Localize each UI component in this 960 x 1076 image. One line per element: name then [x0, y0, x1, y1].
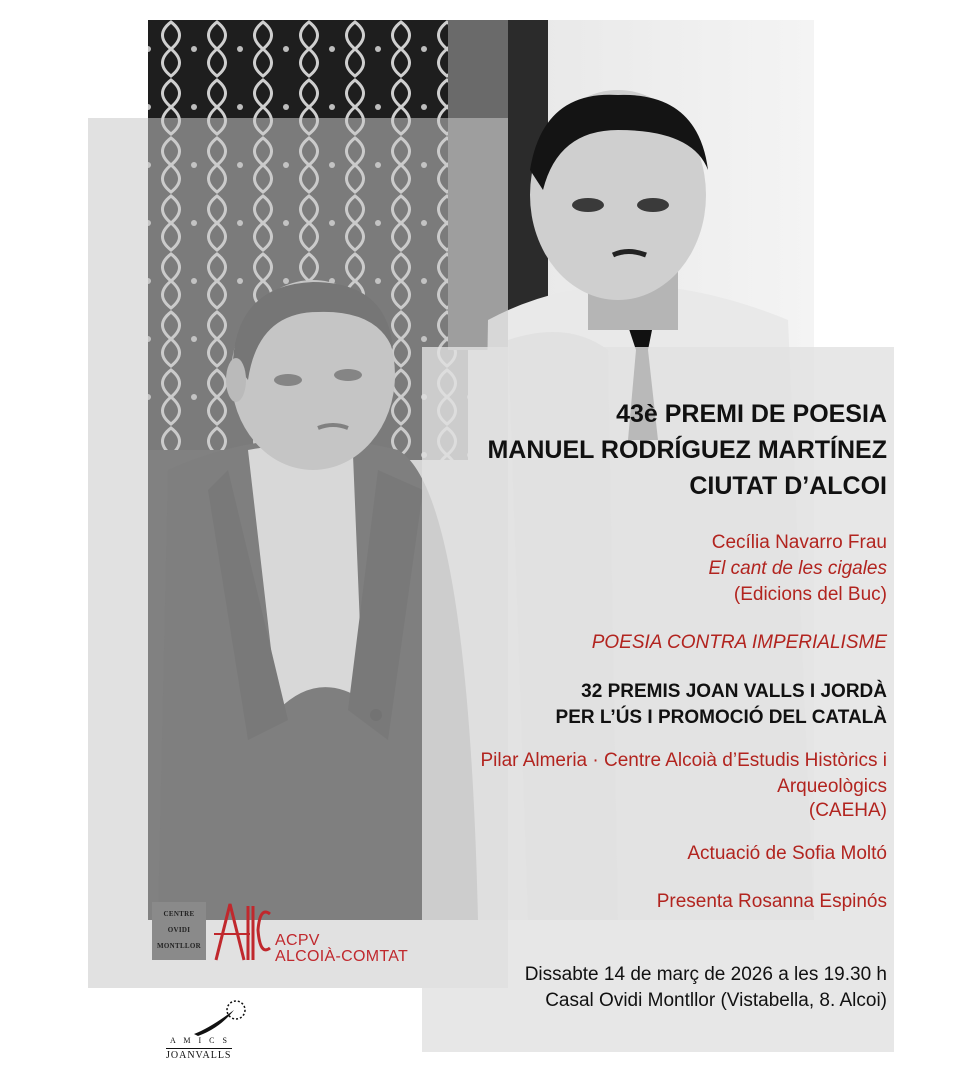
book-title: El cant de les cigales [708, 558, 887, 579]
acpv-name: ACPV [275, 932, 320, 949]
centre-ovidi-montllor-logo [152, 902, 206, 960]
amics-joan-valls-logo [160, 998, 280, 1062]
winner-name: Cecília Navarro Frau [711, 532, 887, 553]
award2-winner-line-1: Pilar Almeria · Centre Alcoià d’Estudis Històrics i [480, 750, 887, 771]
award2-winner-line-2: Arqueològics [777, 776, 887, 797]
award2-line-2: PER L’ÚS I PROMOCIÓ DEL CATALÀ [555, 707, 887, 728]
presenter-line: Presenta Rosanna Espinós [656, 891, 887, 912]
acpv-logo [212, 900, 432, 964]
title-line-2: MANUEL RODRÍGUEZ MARTÍNEZ [487, 436, 887, 464]
acpv-region: ALCOIÀ-COMTAT [275, 948, 409, 965]
theme-line: POESIA CONTRA IMPERIALISME [591, 632, 887, 653]
date-time: Dissabte 14 de març de 2026 a les 19.30 h [524, 964, 887, 985]
venue: Casal Ovidi Montllor (Vistabella, 8. Alcoi) [545, 990, 887, 1011]
title-line-1: 43è PREMI DE POESIA [616, 400, 887, 428]
logo-text: OVIDI [167, 926, 191, 934]
logo-text: MONTLLOR [156, 942, 201, 950]
quill-pen-icon [190, 998, 250, 1038]
award2-winner-line-3: (CAEHA) [808, 800, 887, 821]
joan-valls-text: JOANVALLS [166, 1050, 232, 1061]
logo-text: CENTRE [163, 910, 195, 918]
publisher: (Edicions del Buc) [733, 584, 887, 605]
title-line-3: CIUTAT D’ALCOI [689, 472, 887, 500]
award2-line-1: 32 PREMIS JOAN VALLS I JORDÀ [581, 681, 887, 702]
amics-text: A M I C S [170, 1036, 230, 1045]
acpv-mark-icon [212, 900, 272, 964]
performance-line: Actuació de Sofia Moltó [687, 843, 887, 864]
